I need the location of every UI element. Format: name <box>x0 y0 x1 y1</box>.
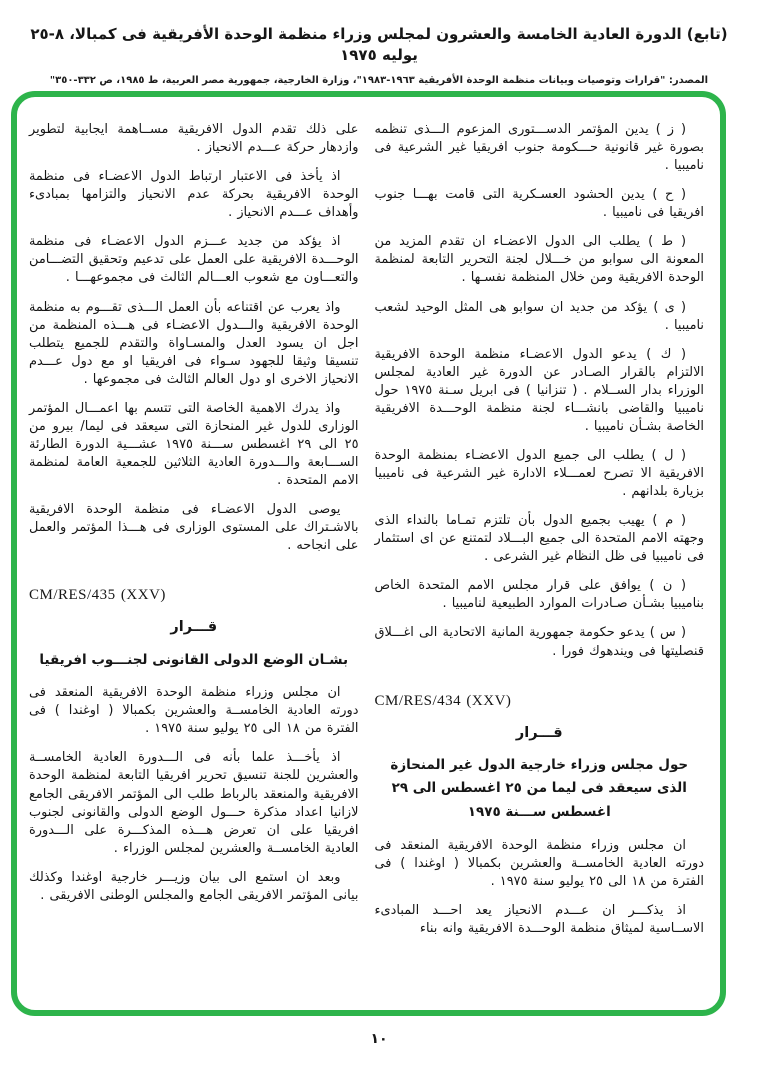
clause-paragraph: ( ط ) يطلب الى الدول الاعضـاء ان تقدم المزيد من المعونة الى سوابو من خـــلال لجنة التحرير التابعة لمنظمة الوحدة الافريقية ومن خلال المنظمة نفسـها . <box>374 234 704 286</box>
clause-paragraph: ( ل ) يطلب الى جميع الدول الاعضـاء بمنظمة الوحدة الافريقية الا تصرح لعمـــلاء الادارة غير الشرعية فى ناميبيا بزيارة بلدانهم . <box>374 447 704 500</box>
clause-paragraph: ( ح ) يدين الحشود العسـكرية التى قامت بهـــا جنوب افريقيا فى ناميبيا . <box>374 187 704 221</box>
body-paragraph: اذ يأخـــذ علما بأنه فى الـــدورة العادية الخامســة والعشرين للجنة تنسيق تحرير افريقيا التابعة لمنظمة الوحدة الافريقية والمنعقد بالرباط طلب الى المؤتمر الافريقى الجامع لازانيا اعداد مذكرة حـــول الوضع الدولى والقانونى لجنوب افريقيا على ان تعرض هـــذه المذكـــرة على الـــدورة العادية الخامســة والعشرين لمجلس الوزراء . <box>29 750 359 856</box>
body-paragraph: اذ يأخذ فى الاعتبار ارتباط الدول الاعضـاء فى منظمة الوحدة الافريقية بحركة عدم الانحياز والتزامها بمبادىء وأهداف عـــدم الانحياز . <box>29 169 359 221</box>
green-border-content-box <box>11 91 726 1016</box>
resolution-number-435: CM/RES/435 (XXV) <box>29 587 166 604</box>
resolution-title-line: حول مجلس وزراء خارجية الدول غير المنحازة <box>390 756 689 773</box>
clause-paragraph: ( ى ) يؤكد من جديد ان سوابو هى المثل الوحيد لشعب ناميبيا . <box>374 299 704 333</box>
resolution-heading: قـــرار <box>170 619 218 636</box>
page-header <box>0 0 758 86</box>
column-right <box>375 121 705 996</box>
resolution-number-434: CM/RES/434 (XXV) <box>374 692 512 709</box>
source-line: المصدر: "قرارات وتوصيات وبيانات منظمة الوحدة الأفريقية ١٩٦٣-١٩٨٣"، وزارة الخارجية، جمهورية مصر العربية، ط ١٩٨٥، ص ٣٣٢-٣٥٠" <box>49 75 709 86</box>
resolution-title-line: بشـان الوضع الدولى القانونى لجنـــوب افريقيا <box>39 651 349 668</box>
resolution-title <box>375 754 705 825</box>
body-paragraph: وبعد ان استمع الى بيان وزيـــر خارجية اوغندا وكذلك بيانى المؤتمر الافريقى الجامع والمجلس الوطنى الافريقى . <box>29 869 359 903</box>
clause-paragraph: ( ك ) يدعو الدول الاعضـاء منظمة الوحدة الافريقية الالتزام بالقرار الصـادر عن الدورة غير العادية لمجلس الوزراء بدار الســلام . ( تنزانيا ) فى ابريل سـنة ١٩٧٥ حول ناميبيا والقاضى بانشـــاء لجنة منظمة الوحـــدة الافريقية الخاصة بشـأن ناميبيا . <box>374 346 705 434</box>
clause-paragraph: ( ز ) يدين المؤتمر الدســـتورى المزعوم الـــذى تنظمه بصورة غير قانونية حـــكومة جنوب افريقيا غير الشرعية فى ناميبيا . <box>374 122 704 174</box>
body-paragraph: واذ يدرك الاهمية الخاصة التى تتسم بها اعمـــال المؤتمر الوزارى للدول غير المنحازة التى سيعقد فى ليما/ بيرو من ٢٥ الى ٢٩ اغسطس ســـنة ١٩٧٥ عشـــية الدورة الطارئة الســـابعة والـــدورة العادية الثلاثين للجمعية العامة لمنظمة الامم المتحدة . <box>29 400 359 489</box>
page-footer <box>0 1028 758 1047</box>
clause-paragraph: ( س ) يدعو حكومة جمهورية المانية الاتحادية الى اغـــلاق قنصليتها فى ويندهوك فورا . <box>374 625 704 659</box>
resolution-title-line: الذى سيعقد فى ليما من ٢٥ اغسطس الى ٢٩ <box>391 780 687 797</box>
resolution-heading: قـــرار <box>515 724 563 741</box>
body-paragraph: على ذلك تقدم الدول الافريقية مســاهمة ايجابية لتطوير وازدهار حركة عـــدم الانحياز . <box>29 122 359 156</box>
body-paragraph: واذ يعرب عن اقتناعه بأن العمل الـــذى تقـــوم به منظمة الوحدة الافريقية والـــدول الاعضـاء فى هـــذه المنظمة من اجل ان يسود العدل والمسـاواة والتقدم للجميع يتطلب تنسيقا وثيقا للجهود سـواء فى افريقيا او مع دول عـــدم الانحياز الاخرى او دول العالم الثالث فى مجموعها . <box>29 299 359 387</box>
body-paragraph: يوصى الدول الاعضـاء فى منظمة الوحدة الافريقية بالاشـتراك على المستوى الوزارى فى هـــذا المؤتمر والعمل على انجاحه . <box>29 502 359 554</box>
page-number: ١٠ <box>370 1031 388 1047</box>
page-title: (تابع) الدورة العادية الخامسة والعشرون لمجلس وزراء منظمة الوحدة الأفريقية فى كمبالا، ٨-٢٥ يوليه ١٩٧٥ <box>30 25 728 64</box>
body-paragraph: اذ يؤكد من جديد عـــزم الدول الاعضـاء فى منظمة الوحـــدة الافريقية على العمل على تدعيم وتحقيق التضـــامن والتعـــاون مع شعوب العـــالم الثالث فى مجموعهـــا . <box>29 234 359 286</box>
body-paragraph: ان مجلس وزراء منظمة الوحدة الافريقية المنعقد فى دورته العادية الخامســة والعشرين بكمبالا ( اوغندا ) فى الفترة من ١٨ الى ٢٥ يوليو سنة ١٩٧٥ . <box>374 837 704 889</box>
clause-paragraph: ( ن ) يوافق على قرار مجلس الامم المتحدة الخاص بناميبيا بشـأن صـادرات الموارد الطبيعية لناميبيا . <box>374 578 704 612</box>
body-paragraph: اذ يذكـــر ان عـــدم الانحياز يعد احـــد المبادىء الاســاسية لميثاق منظمة الوحـــدة الافريقية وانه بناء <box>374 902 704 936</box>
body-paragraph: ان مجلس وزراء منظمة الوحدة الافريقية المنعقد فى دورته العادية الخامســة والعشرين بكمبالا ( اوغندا ) فى الفترة من ١٨ الى ٢٥ يوليو سنة ١٩٧٥ . <box>29 685 359 737</box>
clause-paragraph: ( م ) يهيب بجميع الدول بأن تلتزم تمـاما بالنداء الذى وجهته الامم المتحدة الى جميع البـــلاد لتمتنع عن اى استثمار فى ناميبيا فى ظل النظام غير الشرعى . <box>374 513 704 565</box>
resolution-title-line: اغسطس ســـنة ١٩٧٥ <box>467 804 611 821</box>
column-left <box>29 121 359 996</box>
resolution-title <box>29 649 359 673</box>
